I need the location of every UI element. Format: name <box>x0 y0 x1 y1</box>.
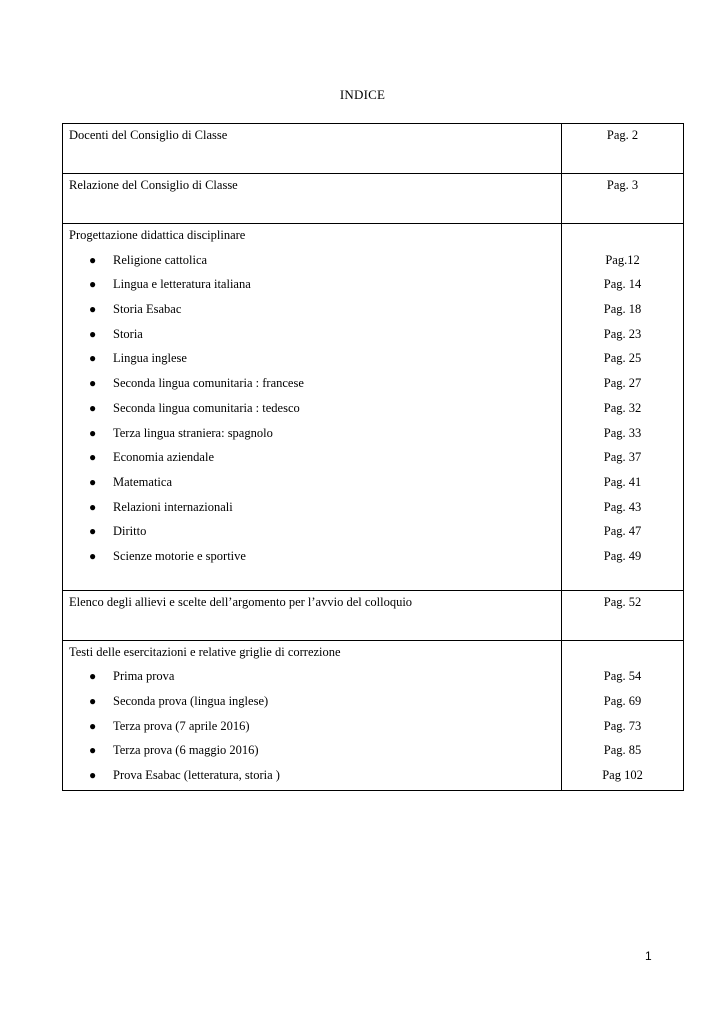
bullet-icon: ● <box>89 302 97 317</box>
bullet-icon: ● <box>89 425 97 440</box>
toc-row-docenti <box>63 124 684 174</box>
section-title: Docenti del Consiglio di Classe <box>69 128 228 142</box>
list-item <box>63 249 561 274</box>
bullet-icon: ● <box>89 694 97 708</box>
list-item-page: Pag. 18 <box>603 302 642 317</box>
bullet-icon: ● <box>89 450 97 465</box>
list-item-page: Pag. 25 <box>603 351 642 366</box>
section-title: Relazione del Consiglio di Classe <box>69 178 238 192</box>
bullet-icon: ● <box>89 548 97 563</box>
list-item-label: Seconda lingua comunitaria : francese <box>113 376 304 391</box>
bullet-icon: ● <box>89 252 97 267</box>
list-item-page: Pag.12 <box>605 252 640 267</box>
section-page: Pag. 2 <box>606 128 639 142</box>
list-item-label: Economia aziendale <box>113 450 214 465</box>
list-item-page: Pag. 43 <box>603 499 642 514</box>
toc-row-progettazione <box>63 224 684 591</box>
list-item-page: Pag. 41 <box>603 474 642 489</box>
list-item-page: Pag. 85 <box>603 743 642 758</box>
list-item-label: Storia Esabac <box>113 302 182 317</box>
bullet-icon: ● <box>89 768 97 783</box>
list-item-label: Lingua inglese <box>113 351 187 366</box>
list-item-label: Terza prova (6 maggio 2016) <box>113 743 259 758</box>
bullet-icon: ● <box>89 400 97 415</box>
bullet-icon: ● <box>89 499 97 514</box>
list-item-label: Terza lingua straniera: spagnolo <box>113 425 273 440</box>
list-item-label: Prova Esabac (letteratura, storia ) <box>113 768 280 783</box>
list-item-label: Scienze motorie e sportive <box>113 548 246 563</box>
list-item-page: Pag. 23 <box>603 326 642 341</box>
section-page: Pag. 3 <box>606 178 639 192</box>
list-item <box>63 372 561 397</box>
toc-row-relazione <box>63 174 684 224</box>
list-item <box>63 273 561 298</box>
section-title: Testi delle esercitazioni e relative griglie di correzione <box>69 644 341 659</box>
list-item <box>63 397 561 422</box>
list-item-label: Storia <box>113 326 143 341</box>
list-item <box>63 496 561 521</box>
list-item <box>63 665 561 690</box>
list-item-page: Pag. 37 <box>603 450 642 465</box>
list-item <box>63 422 561 447</box>
bullet-icon: ● <box>89 743 97 758</box>
list-item-page: Pag 102 <box>602 768 643 783</box>
list-item-page: Pag. 49 <box>603 548 642 563</box>
bullet-icon: ● <box>89 524 97 539</box>
list-item <box>63 471 561 496</box>
toc-row-testi <box>63 640 684 790</box>
list-item-page: Pag. 14 <box>603 277 642 292</box>
list-item-page: Pag. 32 <box>603 400 642 415</box>
section-page: Pag. 52 <box>603 594 642 609</box>
document-title: INDICE <box>339 87 386 102</box>
list-item-page: Pag. 27 <box>603 376 642 391</box>
list-item-page: Pag. 33 <box>603 425 642 440</box>
list-item-label: Diritto <box>113 524 147 539</box>
list-item-label: Lingua e letteratura italiana <box>113 277 251 292</box>
list-item-page: Pag. 69 <box>603 694 642 708</box>
list-item-page: Pag. 73 <box>603 718 642 733</box>
table-of-contents <box>62 123 684 791</box>
list-item <box>63 520 561 545</box>
page-number: 1 <box>645 949 652 963</box>
list-item <box>63 739 561 764</box>
list-item-page: Pag. 47 <box>603 524 642 539</box>
bullet-icon: ● <box>89 326 97 341</box>
bullet-icon: ● <box>89 474 97 489</box>
list-item <box>63 715 561 740</box>
list-item <box>63 298 561 323</box>
bullet-icon: ● <box>89 376 97 391</box>
section-title: Progettazione didattica disciplinare <box>69 228 246 242</box>
list-item-label: Seconda prova (lingua inglese) <box>113 694 269 708</box>
bullet-icon: ● <box>89 277 97 292</box>
list-item-label: Terza prova (7 aprile 2016) <box>113 718 250 733</box>
bullet-icon: ● <box>89 351 97 366</box>
list-item-label: Religione cattolica <box>113 252 208 267</box>
bullet-icon: ● <box>89 718 97 733</box>
list-item <box>63 545 561 570</box>
list-item-label: Matematica <box>113 474 172 489</box>
toc-row-elenco <box>63 590 684 640</box>
list-item <box>63 690 561 715</box>
list-item <box>63 764 561 789</box>
list-item-label: Prima prova <box>113 669 175 684</box>
list-item <box>63 323 561 348</box>
list-item-label: Seconda lingua comunitaria : tedesco <box>113 400 300 415</box>
section-title: Elenco degli allievi e scelte dell’argomento per l’avvio del colloquio <box>69 594 413 609</box>
bullet-icon: ● <box>89 669 97 684</box>
list-item <box>63 446 561 471</box>
list-item <box>63 347 561 372</box>
list-item-label: Relazioni internazionali <box>113 499 233 514</box>
list-item-page: Pag. 54 <box>603 669 642 684</box>
